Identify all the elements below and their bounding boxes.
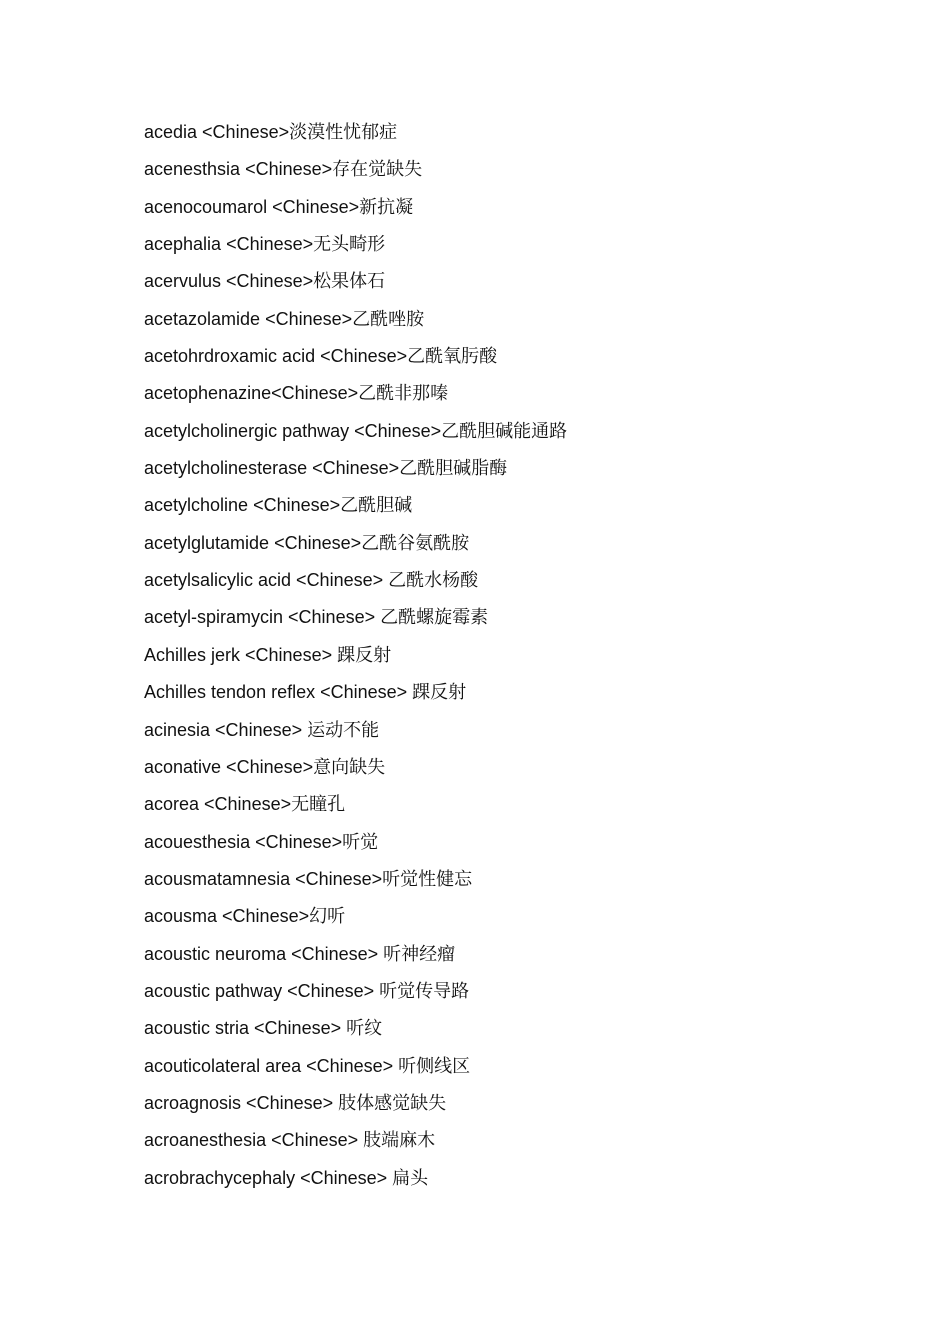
glossary-entry: acenesthsia <Chinese>存在觉缺失 [144, 159, 423, 180]
glossary-entry: acoustic pathway <Chinese> 听觉传导路 [144, 980, 470, 1001]
glossary-entry: Achilles jerk <Chinese> 踝反射 [144, 644, 392, 665]
glossary-entry: aconative <Chinese>意向缺失 [144, 756, 386, 777]
glossary-entry: acetylcholine <Chinese>乙酰胆碱 [144, 495, 413, 516]
glossary-entry: acouticolateral area <Chinese> 听侧线区 [144, 1055, 471, 1076]
glossary-entry: acroanesthesia <Chinese> 肢端麻木 [144, 1130, 436, 1151]
glossary-entry: Achilles tendon reflex <Chinese> 踝反射 [144, 682, 467, 703]
glossary-entry: acorea <Chinese>无瞳孔 [144, 794, 346, 815]
glossary-entry: acousmatamnesia <Chinese>听觉性健忘 [144, 868, 473, 889]
glossary-entry: acouesthesia <Chinese>听觉 [144, 831, 379, 852]
glossary-entry: acedia <Chinese>淡漠性忧郁症 [144, 122, 398, 142]
glossary-entry: acervulus <Chinese>松果体石 [144, 271, 386, 292]
glossary-entry: acousma <Chinese>幻听 [144, 906, 346, 927]
glossary-entry: acrobrachycephaly <Chinese> 扁头 [144, 1167, 429, 1188]
glossary-entry: acinesia <Chinese> 运动不能 [144, 719, 380, 740]
glossary-entry: acetazolamide <Chinese>乙酰唑胺 [144, 308, 425, 329]
glossary-entry: acetylcholinesterase <Chinese>乙酰胆碱脂酶 [144, 458, 508, 479]
glossary-entry: acetylglutamide <Chinese>乙酰谷氨酰胺 [144, 532, 470, 553]
glossary-entry: acetylcholinergic pathway <Chinese>乙酰胆碱能通路 [144, 420, 568, 441]
glossary-entry: acoustic neuroma <Chinese> 听神经瘤 [144, 943, 456, 964]
glossary-entry: acetohrdroxamic acid <Chinese>乙酰氧肟酸 [144, 346, 498, 367]
glossary-entry: acephalia <Chinese>无头畸形 [144, 234, 386, 255]
glossary-entry: acenocoumarol <Chinese>新抗凝 [144, 196, 414, 217]
glossary-entry: acoustic stria <Chinese> 听纹 [144, 1018, 383, 1039]
glossary-entry: acetylsalicylic acid <Chinese> 乙酰水杨酸 [144, 570, 479, 591]
glossary-entry: acetyl-spiramycin <Chinese> 乙酰螺旋霉素 [144, 607, 489, 628]
glossary-entry: acroagnosis <Chinese> 肢体感觉缺失 [144, 1092, 447, 1113]
glossary-list [144, 117, 567, 1200]
glossary-entry: acetophenazine<Chinese>乙酰非那嗪 [144, 383, 449, 404]
